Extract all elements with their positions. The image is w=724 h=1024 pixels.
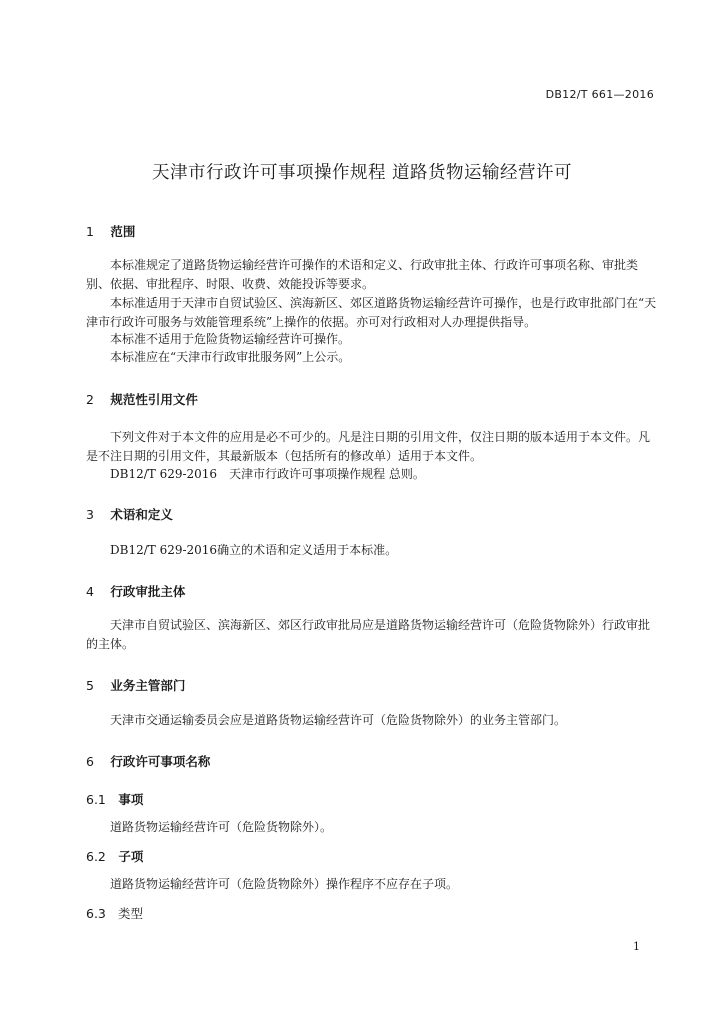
paragraph: 道路货物运输经营许可（危险货物除外）。 bbox=[110, 820, 333, 834]
paragraph: 本标准规定了道路货物运输经营许可操作的术语和定义、行政审批主体、行政许可事项名称、审批类别、依据、审批程序、时限、收费、效能投诉等要求。 bbox=[86, 258, 639, 291]
paragraph: 本标准适用于天津市自贸试验区、滨海新区、郊区道路货物运输经营许可操作，也是行政审批部门在“天津市行政许可服务与效能管理系统”上操作的依据。亦可对行政相对人办理提供指导。 bbox=[86, 296, 657, 329]
paragraph: DB12/T 629-2016确立的术语和定义适用于本标准。 bbox=[110, 543, 398, 557]
section-heading-5 bbox=[86, 676, 185, 694]
subsection-heading-6-2 bbox=[86, 847, 143, 865]
subsection-number: 6.1 bbox=[86, 792, 106, 807]
subsection-number: 6.3 bbox=[86, 906, 106, 921]
page-number: 1 bbox=[633, 940, 640, 953]
paragraph: 下列文件对于本文件的应用是必不可少的。凡是注日期的引用文件，仅注日期的版本适用于本文件。凡是不注日期的引用文件，其最新版本（包括所有的修改单）适用于本文件。 bbox=[86, 430, 651, 463]
paragraph: 天津市自贸试验区、滨海新区、郊区行政审批局应是道路货物运输经营许可（危险货物除外）行政审批的主体。 bbox=[86, 618, 651, 651]
section-heading-1 bbox=[86, 222, 135, 240]
paragraph: 本标准应在“天津市行政审批服务网”上公示。 bbox=[110, 350, 351, 364]
subsection-heading-6-3 bbox=[86, 904, 143, 922]
section-number: 5 bbox=[86, 678, 94, 693]
subsection-title: 子项 bbox=[118, 849, 144, 864]
section-title: 行政审批主体 bbox=[110, 584, 186, 599]
section-number: 1 bbox=[86, 224, 94, 239]
section-number: 3 bbox=[86, 507, 94, 522]
section-heading-3 bbox=[86, 505, 173, 523]
standard-code: DB12/T 661—2016 bbox=[545, 88, 654, 101]
section-title: 行政许可事项名称 bbox=[110, 754, 211, 769]
subsection-title: 事项 bbox=[118, 792, 144, 807]
section-title: 术语和定义 bbox=[110, 507, 173, 522]
section-title: 规范性引用文件 bbox=[110, 392, 198, 407]
section-title: 范围 bbox=[110, 224, 136, 239]
subsection-heading-6-1 bbox=[86, 790, 143, 808]
section-number: 2 bbox=[86, 392, 94, 407]
section-number: 6 bbox=[86, 754, 94, 769]
subsection-title: 类型 bbox=[117, 906, 143, 921]
paragraph: DB12/T 629-2016 天津市行政许可事项操作规程 总则。 bbox=[110, 467, 425, 481]
section-heading-4 bbox=[86, 582, 185, 600]
section-number: 4 bbox=[86, 584, 94, 599]
subsection-number: 6.2 bbox=[86, 849, 106, 864]
paragraph: 本标准不适用于危险货物运输经营许可操作。 bbox=[110, 332, 351, 346]
paragraph: 天津市交通运输委员会应是道路货物运输经营许可（危险货物除外）的业务主管部门。 bbox=[110, 713, 567, 727]
section-heading-6 bbox=[86, 752, 210, 770]
paragraph: 道路货物运输经营许可（危险货物除外）操作程序不应存在子项。 bbox=[110, 877, 459, 891]
document-title: 天津市行政许可事项操作规程 道路货物运输经营许可 bbox=[151, 163, 573, 183]
section-title: 业务主管部门 bbox=[110, 678, 186, 693]
section-heading-2 bbox=[86, 390, 198, 408]
